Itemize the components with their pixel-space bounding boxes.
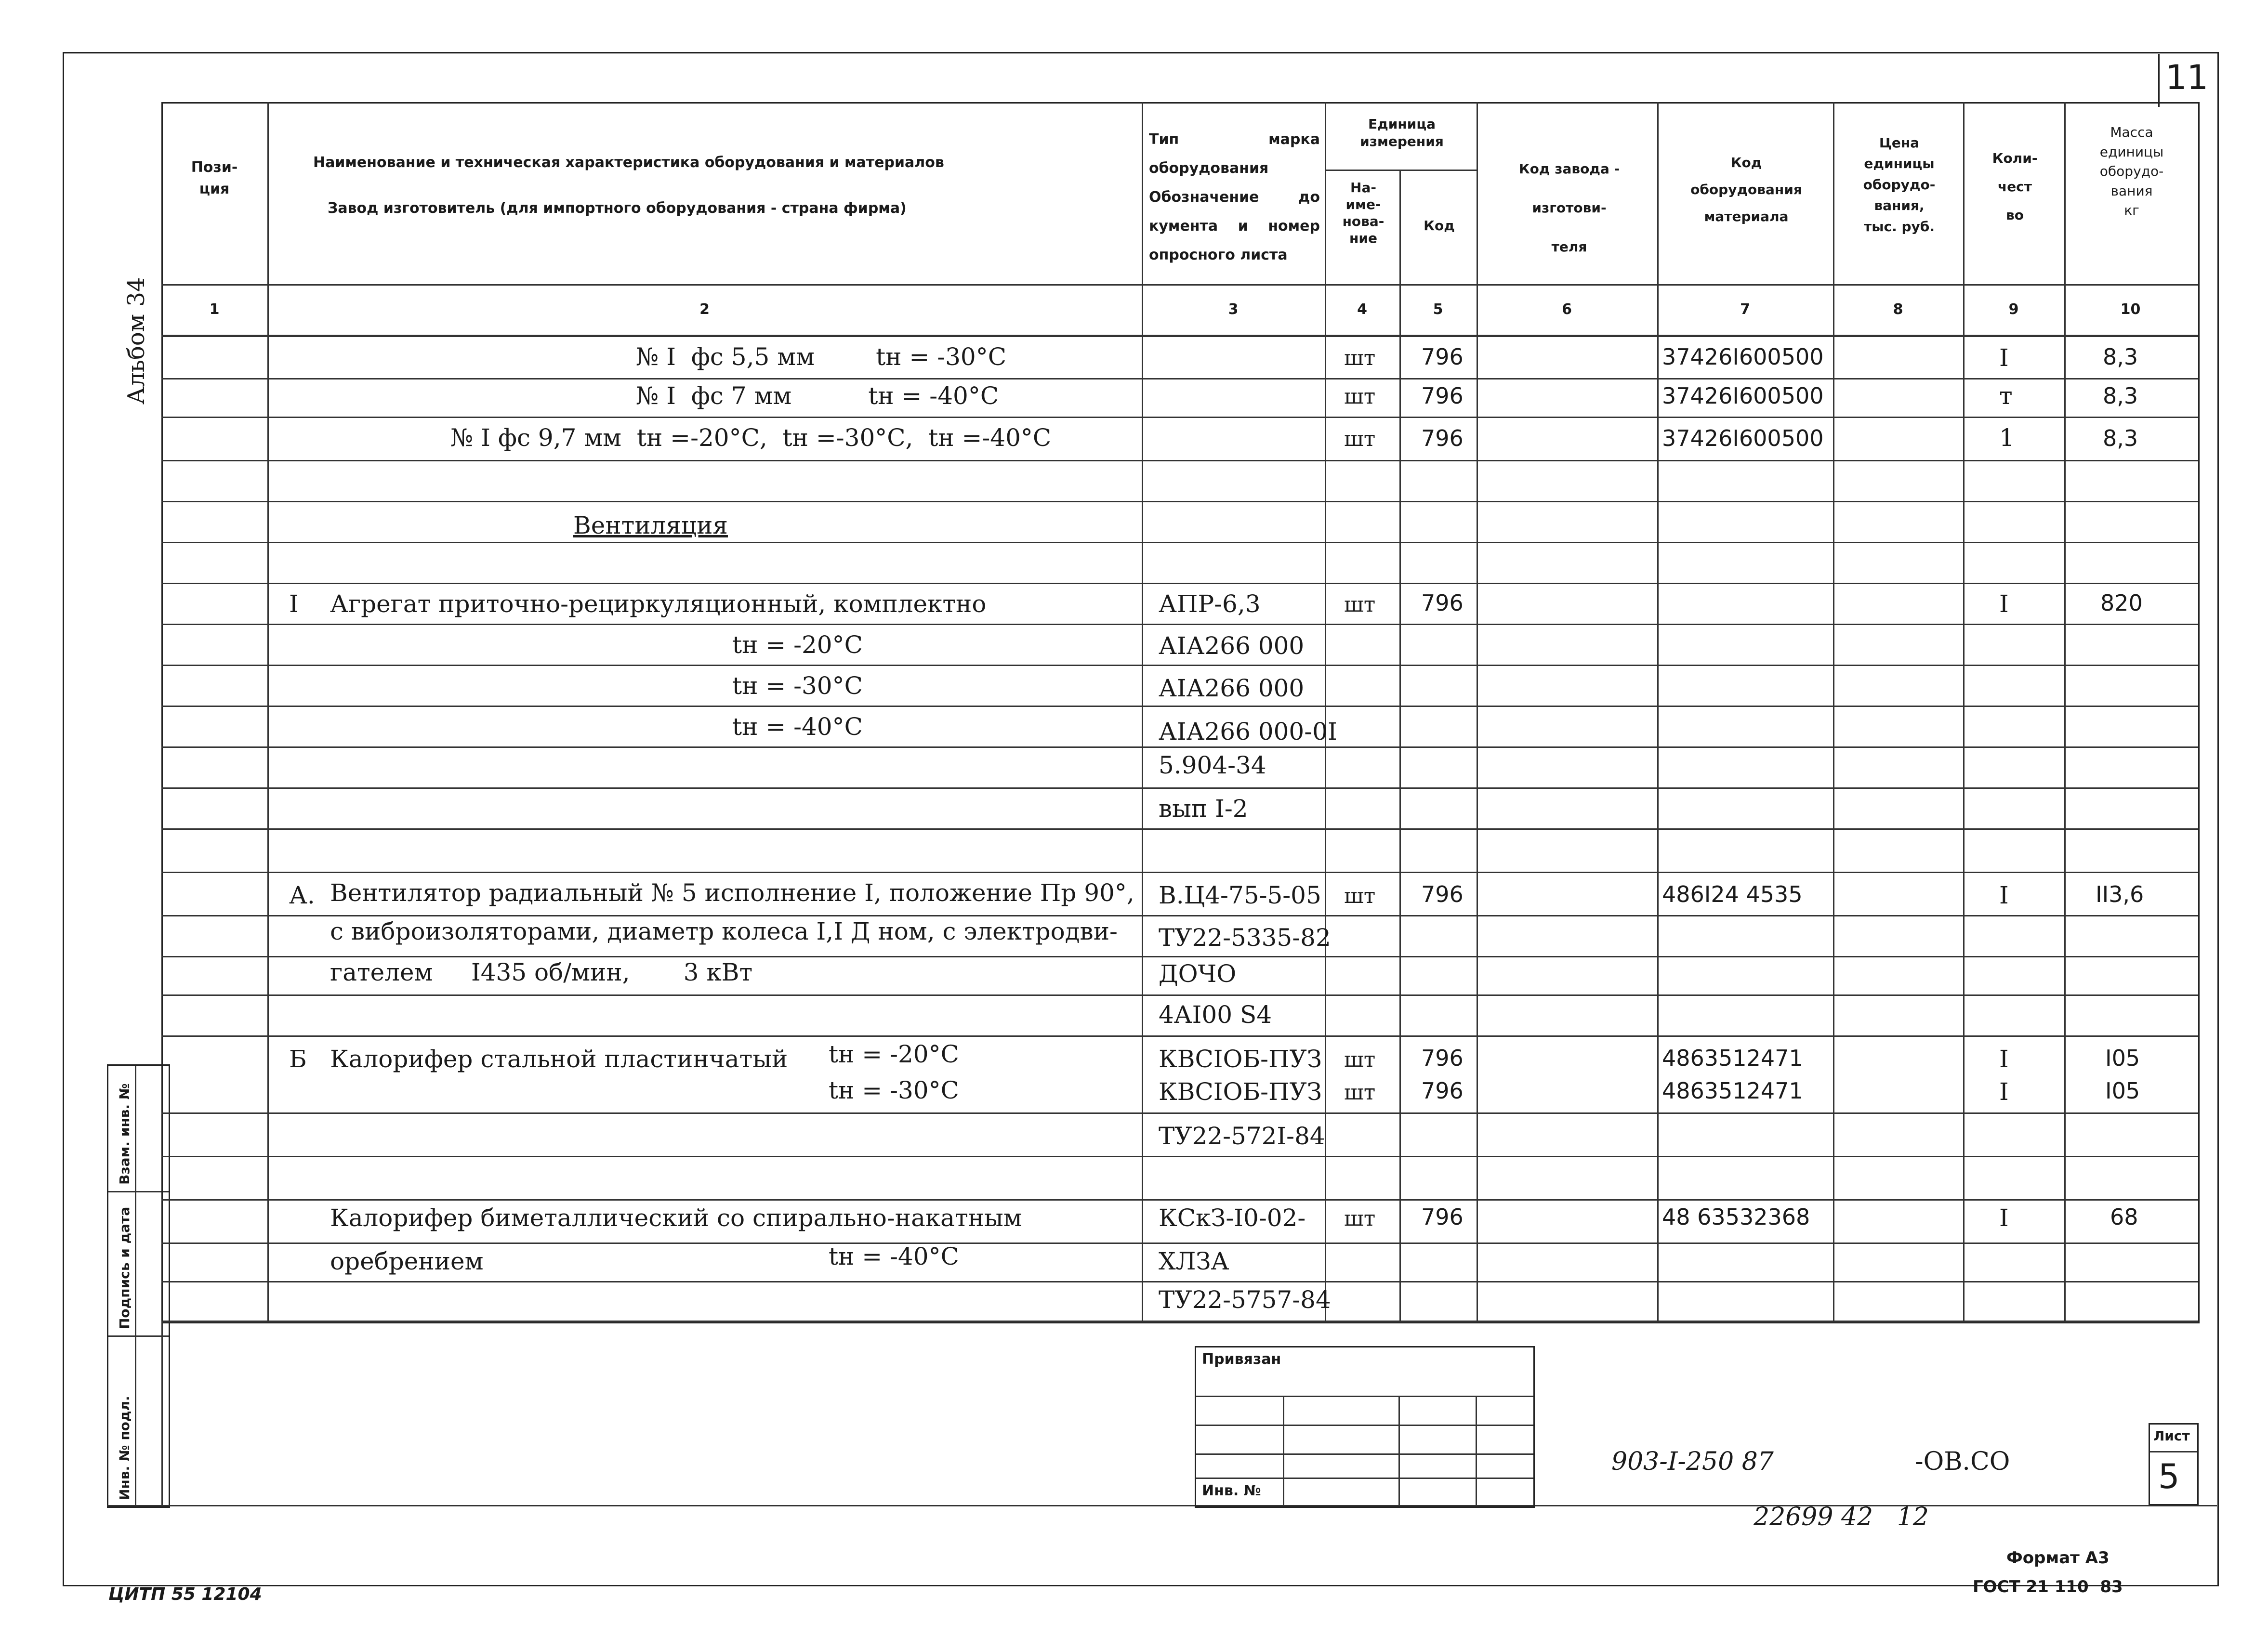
agregat-type-1: АIА266 000 [1159,632,1305,660]
agregat-temp-1: tн = -20°С [732,631,863,659]
col10-header: Масса единицы оборудо- вания кг [2099,124,2164,219]
heater-steel-mass-2: I05 [2105,1078,2140,1104]
format-label: Формат А3 [2006,1548,2110,1568]
col6-header: Код завода - изготови- теля [1518,161,1620,255]
agregat-type: АПР-6,3 [1159,590,1261,618]
agregat-type-3: АIА266 000-0I [1159,718,1337,746]
heater-bimetal-type-1: КСкЗ-I0-02- [1159,1204,1306,1232]
left-code-label: ЦИТП 55 12104 [108,1584,262,1604]
fan-code: 796 [1421,881,1464,907]
inv-no-label: Инв. № [1202,1482,1261,1499]
agregat-type-2: АIА266 000 [1159,674,1305,702]
fan-qty: I [1999,881,2009,909]
heater-steel-pos: Б [289,1045,307,1073]
agregat-unit: шт [1344,592,1376,617]
colnum-2: 2 [699,301,710,318]
row1-code: 796 [1421,344,1464,370]
row1-name: № I фс 5,5 мм tн = -30°С [636,343,1006,371]
side-stamp-inv: Инв. № подл. [117,1396,132,1500]
heater-bimetal-mass: 68 [2110,1204,2138,1230]
row2-unit: шт [1344,384,1376,409]
fan-equip: 486I24 4535 [1662,881,1803,907]
heater-steel-qty-2: I [1999,1078,2009,1106]
heater-steel-code-1: 796 [1421,1045,1464,1071]
heater-steel-mass-1: I05 [2105,1045,2140,1071]
fan-name-1: Вентилятор радиальный № 5 исполнение I, положение Пр 90°, [330,879,1134,907]
fan-name-2: с виброизоляторами, диаметр колеса I,I Д ном, с электродви- [330,917,1118,945]
fan-type-4: 4АI00 S4 [1159,1001,1272,1029]
heater-steel-name: Калорифер стальной пластинчатый [330,1045,788,1073]
row2-name: № I фс 7 мм tн = -40°С [636,382,999,410]
col2-header-line2: Завод изготовитель (для импортного оборудования - страна фирма) [328,200,907,217]
fan-mass: II3,6 [2096,881,2144,907]
col3-header: Тип марка оборудования Обозначение до кумента и номер опросного листа [1149,131,1320,263]
row3-name: № I фс 9,7 мм tн =-20°С, tн =-30°С, tн =-40°С [450,424,1052,452]
col5-header: Код [1424,218,1455,234]
heater-bimetal-code: 796 [1421,1204,1464,1230]
doc-code: 903-I-250 87 [1611,1447,1774,1476]
heater-steel-qty-1: I [1999,1045,2009,1073]
colnum-10: 10 [2120,301,2141,318]
privyazan-label: Привязан [1202,1351,1281,1368]
fan-name-3: гателем I435 об/мин, 3 кВт [330,958,753,986]
agregat-code: 796 [1421,590,1464,616]
agregat-temp-2: tн = -30°С [732,672,863,700]
sheet-number: 5 [2158,1457,2180,1496]
side-stamp-signature: Подпись и дата [117,1206,132,1329]
section-title-ventilation: Вентиляция [573,511,728,539]
heater-steel-code-2: 796 [1421,1078,1464,1104]
agregat-name: Агрегат приточно-рециркуляционный, комплектно [330,590,987,618]
col7-header: Код оборудования материала [1690,155,1802,224]
gost-label: ГОСТ 21 110 83 [1973,1577,2123,1596]
agregat-temp-3: tн = -40°С [732,713,863,741]
heater-bimetal-name-2: оребрением [330,1247,484,1275]
colnum-5: 5 [1433,301,1443,318]
colnum-7: 7 [1740,301,1750,318]
row2-qty: т [1999,382,2013,410]
fan-type-3: ДОЧО [1159,960,1237,988]
col1-header: Пози- ция [191,159,238,197]
agregat-type-4: 5.904-34 [1159,751,1266,779]
agregat-qty: I [1999,590,2009,618]
agregat-pos: I [289,590,299,618]
agregat-mass: 820 [2100,590,2143,616]
row3-code: 796 [1421,425,1464,451]
heater-bimetal-type-2: ХЛЗА [1159,1247,1229,1275]
heater-steel-temp-2: tн = -30°С [829,1076,959,1104]
fan-type-2: ТУ22-5335-82 [1159,924,1331,952]
agregat-type-5: вып I-2 [1159,795,1248,823]
row2-mass: 8,3 [2103,383,2138,409]
heater-bimetal-temp: tн = -40°С [829,1243,959,1270]
sheet-label: Лист [2153,1428,2190,1444]
col2-header-line1: Наименование и техническая характеристика оборудования и материалов [313,154,944,171]
row3-unit: шт [1344,427,1376,451]
row3-qty: 1 [1999,424,2015,452]
heater-steel-equip-2: 4863512471 [1662,1078,1803,1104]
fan-type-1: В.Ц4-75-5-05 [1159,881,1321,909]
colnum-6: 6 [1562,301,1572,318]
col8-header: Цена единицы оборудо- вания, тыс. руб. [1863,135,1936,235]
colnum-9: 9 [2008,301,2019,318]
row2-code: 796 [1421,383,1464,409]
heater-bimetal-qty: I [1999,1204,2009,1232]
row3-equip: 37426I600500 [1662,425,1824,451]
colnum-8: 8 [1893,301,1903,318]
heater-steel-unit-2: шт [1344,1080,1376,1105]
row1-qty: I [1999,344,2009,372]
col9-header: Коли- чест во [1992,150,2038,223]
row1-mass: 8,3 [2103,344,2138,370]
doc-suffix: -ОВ.СО [1915,1447,2010,1476]
colnum-4: 4 [1357,301,1367,318]
heater-steel-temp-1: tн = -20°С [829,1040,959,1068]
col45-header: Единица измерения [1360,116,1444,150]
col4-header: На- име- нова- ние [1342,180,1385,246]
heater-steel-unit-1: шт [1344,1047,1376,1072]
heater-steel-equip-1: 4863512471 [1662,1045,1803,1071]
sheet-corner-number: 11 [2165,58,2209,97]
side-stamp-vzam: Взам. инв. № [117,1083,132,1185]
heater-bimetal-equip: 48 63532368 [1662,1204,1810,1230]
row1-equip: 37426I600500 [1662,344,1824,370]
row1-unit: шт [1344,346,1376,370]
row2-equip: 37426I600500 [1662,383,1824,409]
fan-unit: шт [1344,884,1376,908]
album-label: Альбом 34 [123,277,150,405]
colnum-1: 1 [209,301,220,318]
handwritten-number: 22699 42 12 [1754,1503,1929,1531]
heater-steel-type-2: КВСIОБ-ПУЗ [1159,1078,1322,1106]
heater-steel-type-1: КВСIОБ-ПУЗ [1159,1045,1322,1073]
row3-mass: 8,3 [2103,425,2138,451]
heater-bimetal-unit: шт [1344,1206,1376,1231]
heater-bimetal-name-1: Калорифер биметаллический со спирально-накатным [330,1204,1022,1232]
fan-pos: А. [289,881,315,909]
colnum-3: 3 [1228,301,1239,318]
heater-steel-type-3: ТУ22-572I-84 [1159,1122,1325,1150]
heater-bimetal-type-3: ТУ22-5757-84 [1159,1286,1331,1314]
